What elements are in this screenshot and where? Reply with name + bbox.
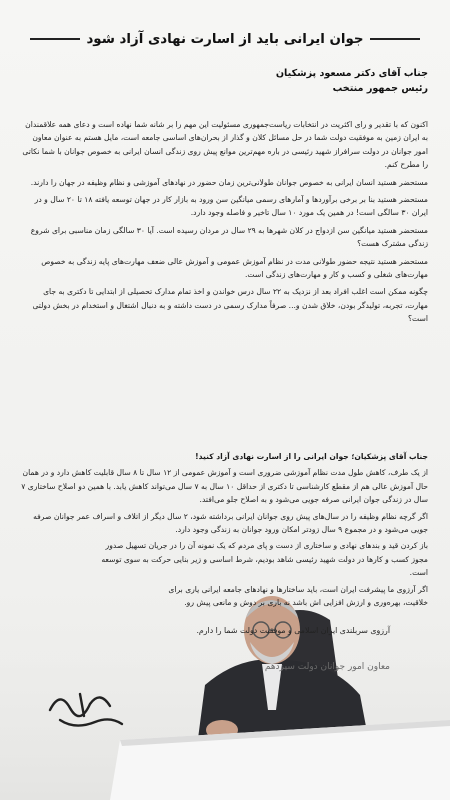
- lower-paragraph: اگر گرچه نظام وظیفه را در سال‌های پیش روی جوانان ایرانی برداشته شود، ۲ سال دیگر از اتلاف و اسراف عمر جوانان صرفه جویی می‌شود و در مجموع ۹ سال زودتر امکان ورود جوانان به زندگی وجود دارد.: [33, 511, 428, 535]
- body-paragraph: مستحضر هستید میانگین سن ازدواج در کلان شهرها به ۲۹ سال در مردان رسیده است. آیا ۳۰ سالگی زمان مناسبی برای شروع زندگی مشترک هست؟: [30, 225, 428, 249]
- headline-title: جوان ایرانی باید از اسارت نهادی آزاد شود: [86, 31, 364, 47]
- lower-paragraph: اگر آرزوی ما پیشرفت ایران است، باید ساختارها و نهادهای جامعه ایرانی یاری برای خلاقیت، بهره‌وری و ارزش افزایی اش باشد نه باری بر دوش و مانعی پیش رو.: [168, 584, 428, 608]
- addressee: [48, 66, 428, 96]
- lower-paragraph: از یک طرف، کاهش طول مدت نظام آموزشی ضروری است و آموزش عمومی از ۱۲ سال تا ۸ سال قابلیت کاهش دارد و در همان حال آموزش عالی هم از مقطع کارشناسی تا دکتری از حداقل ۱۰ سال به ۷ سال می‌تواند کاهش یابد. با همین دو اصلاح ساختاری ۷ سال در زندگی جوان ایرانی صرفه جویی می‌شود و به اصلاح جلو می‌افتد.: [21, 468, 428, 505]
- addressee-name: جناب آقای دکتر مسعود پزشکیان: [275, 68, 428, 79]
- headline: [30, 22, 420, 56]
- addressee-title: رئیس جمهور منتخب: [332, 83, 428, 94]
- letter-lower: [20, 450, 428, 612]
- body-paragraph: مستحضر هستید نتیجه حضور طولانی مدت در نظام آموزش عمومی و آموزش عالی ضعف مهارت‌های پایه زندگی به خصوص مهارت‌های شغلی و کسب و کار و مهارت‌های زندگی است.: [41, 256, 428, 280]
- headline-rule-right: [370, 38, 420, 40]
- body-paragraph: مستحضر هستید بنا بر برخی برآوردها و آمارهای رسمی میانگین سن ورود به بازار کار در جهان توسعه یافته ۱۸ تا ۲۰ سال و در ایران ۳۰ سالگی است! در همین یک مورد ۱۰ سال تاخیر و فاصله وجود دارد.: [34, 195, 428, 218]
- letter-body: [20, 118, 428, 330]
- signature: [40, 680, 130, 740]
- body-paragraph: مستحضر هستید انسان ایرانی به خصوص جوانان طولانی‌ترین زمان حضور در نهادهای آموزشی و نظام وظیفه در جهان را دارند.: [30, 177, 428, 187]
- signer-title: معاون امور جوانان دولت سیزدهم: [264, 662, 390, 672]
- lower-paragraph: باز کردن قید و بندهای نهادی و ساختاری از دست و پای مردم که یک نمونه آن را در جریان تسهیل صدور مجوز کسب و کارها در دولت شهید رئیسی شاهد بودیم، شرط اساسی و زیر بنایی حرکت به سوی توسعه است.: [101, 541, 428, 578]
- closing-line: آرزوی سربلندی ایران اسلامی و موفقیت دولت شما را دارم.: [196, 626, 390, 635]
- body-paragraph: اکنون که با تقدیر و رای اکثریت در انتخابات ریاست‌جمهوری مسئولیت این مهم را بر شانه شما نهاده است و دعای همه علاقمندان به ایران زمین به موفقیت دولت شما در حل مسائل کلان و گذار از بحران‌های اساسی جامعه است، مایل هستم به عنوان معاون امور جوانان در دولت سرافراز شهید رئیسی در باره مهم‌ترین موانع پیش روی زندگی انسان ایرانی به خصوص جوانان با شما نکاتی را مطرح کنم.: [22, 120, 428, 170]
- lower-heading: جناب آقای پزشکیان؛ جوان ایرانی را از اسارت نهادی آزاد کنید!: [195, 452, 428, 461]
- body-paragraph: چگونه ممکن است اغلب افراد بعد از نزدیک به ۲۲ سال درس خواندن و اخذ تمام مدارک تحصیلی از ابتدایی تا دکتری به جای مهارت، تجربه، تولیدگر بودن، خلاق شدن و... صرفاً مدارک رسمی در دست داشته و به دنبال اشتغال و استخدام در بخش دولتی است؟: [32, 287, 428, 324]
- headline-rule-left: [30, 38, 80, 40]
